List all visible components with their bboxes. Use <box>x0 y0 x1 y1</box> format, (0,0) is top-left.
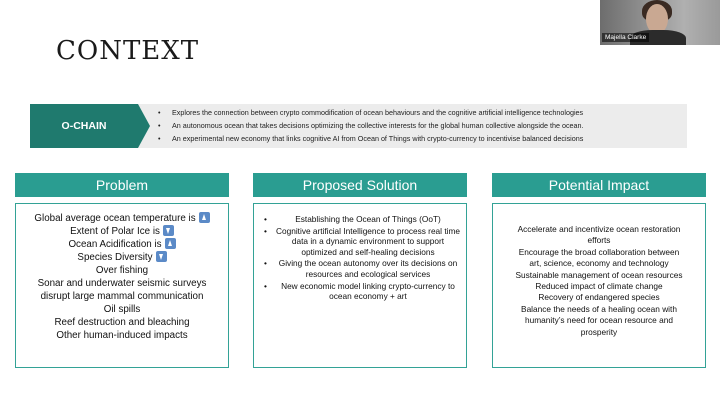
problem-item <box>16 238 228 251</box>
problem-item: Oil spills <box>103 304 141 315</box>
solution-item: • Cognitive artificial Intelligence to process real time data in a dynamic environment to support optimized and self-healing decisions <box>262 226 460 258</box>
up-arrow-icon <box>199 212 210 223</box>
solution-item: • Establishing the Ocean of Things (OoT) <box>262 214 460 225</box>
solution-item: • New economic model linking crypto-currency to ocean economy + art <box>262 281 460 302</box>
impact-line: Encourage the broad collaboration between <box>518 246 680 257</box>
impact-line: Accelerate and incentivize ocean restoration <box>517 224 681 234</box>
impact-line: efforts <box>587 235 611 246</box>
problem-item-text: Ocean Acidification is <box>68 239 162 250</box>
problem-item <box>16 251 228 264</box>
problem-item: Sonar and underwater seismic surveys <box>37 278 207 289</box>
ochain-bullet: • Explores the connection between crypto commodification of ocean behaviours and the cognitive artificial intelligence technologies <box>158 106 688 119</box>
impact-box <box>492 203 706 368</box>
ochain-arrow-shape <box>138 104 150 148</box>
impact-list <box>499 224 699 338</box>
problem-heading: Problem <box>15 173 229 197</box>
problem-item-text: Species Diversity <box>77 252 153 263</box>
down-arrow-icon <box>163 225 174 236</box>
impact-line: prosperity <box>580 326 618 337</box>
problem-item <box>16 225 228 238</box>
problem-item: disrupt large mammal communication <box>40 291 204 302</box>
problem-item: Over fishing <box>95 265 149 276</box>
impact-line: Recovery of endangered species <box>538 292 660 303</box>
impact-line: Reduced impact of climate change <box>535 281 663 292</box>
problem-item: Reef destruction and bleaching <box>54 317 190 328</box>
impact-line: Sustainable management of ocean resources <box>515 269 683 280</box>
up-arrow-icon <box>165 238 176 249</box>
impact-line: art, science, economy and technology <box>529 258 669 269</box>
participant-name: Majella Clarke <box>602 33 649 42</box>
solution-box <box>253 203 467 368</box>
slide-title: CONTEXT <box>56 36 200 66</box>
down-arrow-icon <box>156 251 167 262</box>
ochain-bullet: • An experimental new economy that links cognitive AI from Ocean of Things with crypto-currency to incentivise balanced decisions <box>158 132 688 145</box>
participant-video-tile[interactable] <box>600 0 720 45</box>
solution-list <box>262 214 460 303</box>
problem-item-text: Global average ocean temperature is <box>34 213 196 224</box>
ochain-label: O-CHAIN <box>30 104 138 148</box>
problem-item <box>16 212 228 225</box>
solution-item: • Giving the ocean autonomy over its decisions on resources and ecological services <box>262 258 460 279</box>
problem-item-text: Extent of Polar Ice is <box>70 226 160 237</box>
impact-line: Balance the needs of a healing ocean with <box>521 303 677 314</box>
problem-item: Other human-induced impacts <box>56 330 188 341</box>
impact-line: humanity’s need for ocean resource and <box>525 315 673 326</box>
impact-heading: Potential Impact <box>492 173 706 197</box>
ochain-bullet-list <box>158 106 688 145</box>
ochain-bullet: • An autonomous ocean that takes decisions optimizing the collective interests for the global human collective alongside the ocean. <box>158 119 688 132</box>
problem-list <box>16 212 228 342</box>
solution-heading: Proposed Solution <box>253 173 467 197</box>
problem-box <box>15 203 229 368</box>
